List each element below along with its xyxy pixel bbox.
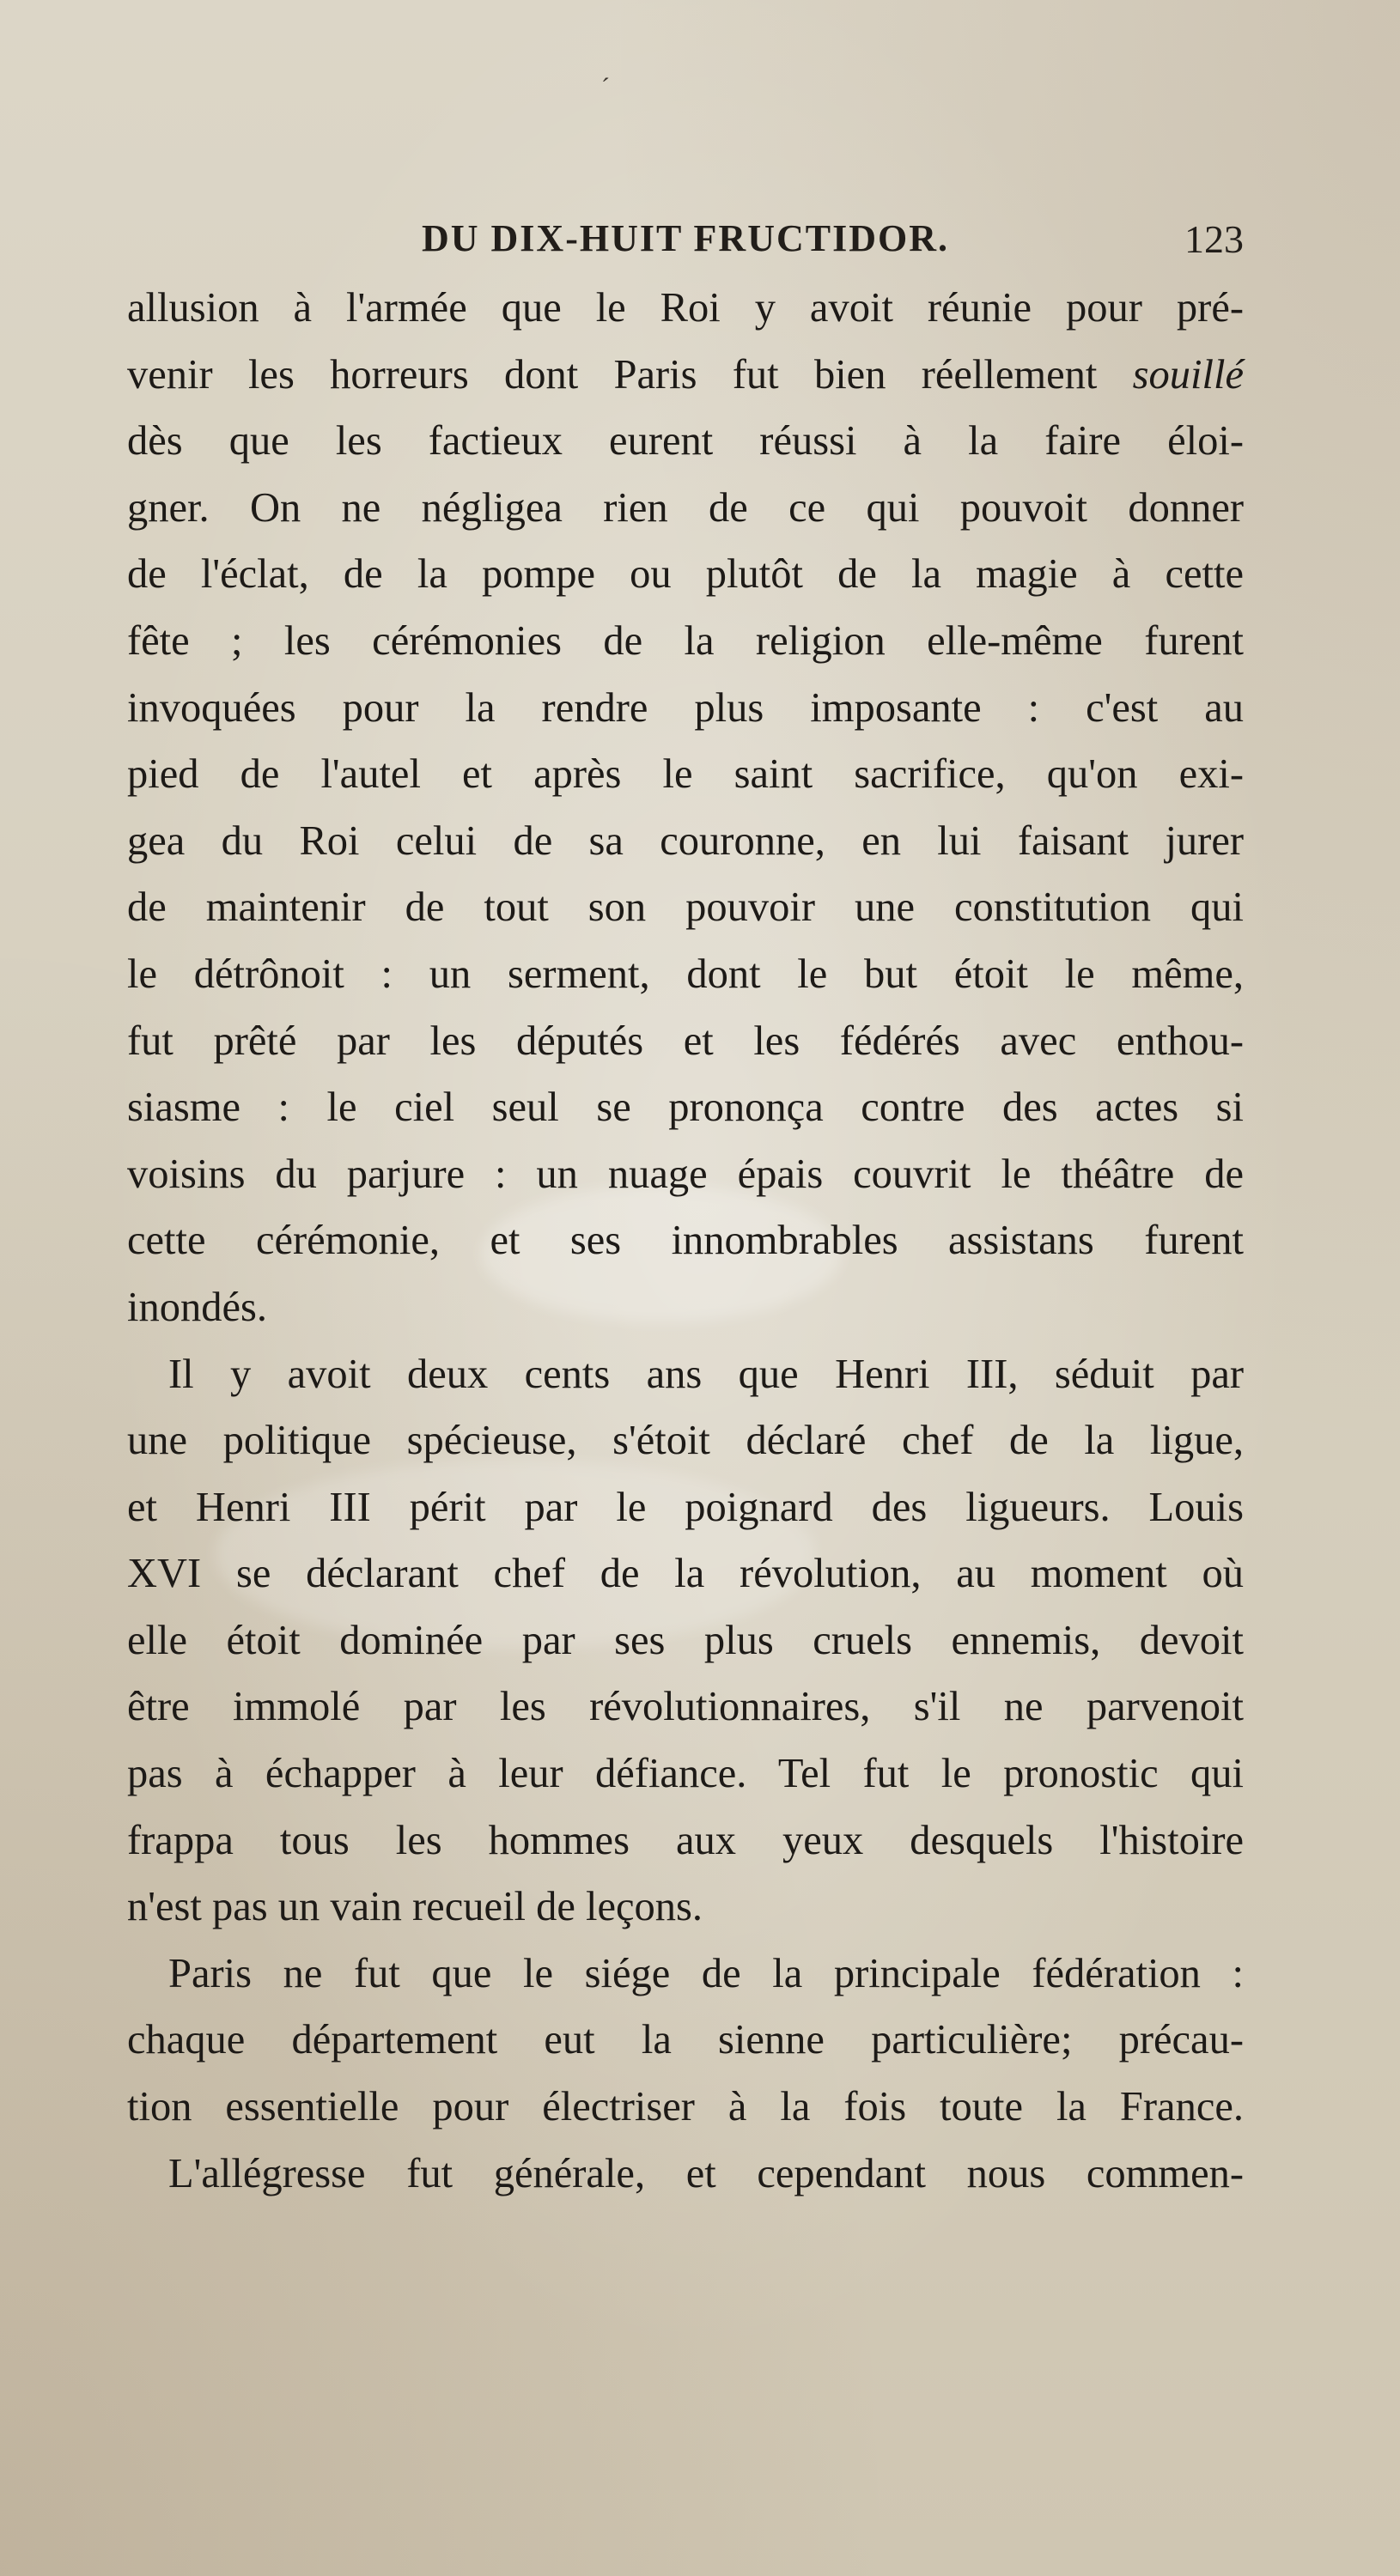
text-line: L'allégresse fut générale, et cependant nous commen- <box>168 2150 1244 2196</box>
paragraph-3 <box>127 1941 1244 2141</box>
text-line: le détrônoit : un serment, dont le but étoit le même, <box>127 951 1244 997</box>
text-line: dès que les factieux eurent réussi à la faire éloi- <box>127 418 1244 465</box>
ink-speck: ˊ <box>601 73 610 101</box>
text-line: fut prêté par les députés et les fédérés avec enthou- <box>127 1018 1244 1064</box>
text-line: inondés. <box>127 1284 268 1330</box>
text-line: tion essentielle pour électriser à la fois toute la France. <box>127 2084 1244 2130</box>
paragraph-1 <box>127 275 1244 1341</box>
text-line: et Henri III périt par le poignard des ligueurs. Louis <box>127 1484 1244 1530</box>
paragraph-4 <box>127 2141 1244 2208</box>
text-line: cette cérémonie, et ses innombrables assistans furent <box>127 1218 1244 1264</box>
text-line: gea du Roi celui de sa couronne, en lui faisant jurer <box>127 817 1244 864</box>
text-line: invoquées pour la rendre plus imposante : c'est au <box>127 684 1244 731</box>
text-line: voisins du parjure : un nuage épais couvrit le théâtre de <box>127 1151 1244 1197</box>
text-line: être immolé par les révolutionnaires, s'il ne parvenoit <box>127 1684 1244 1730</box>
text-line: Paris ne fut que le siége de la principale fédération : <box>168 1950 1244 1996</box>
text-line: chaque département eut la sienne particulière; précau- <box>127 2017 1244 2063</box>
text-line: pas à échapper à leur défiance. Tel fut le pronostic qui <box>127 1751 1244 1797</box>
text-line: de maintenir de tout son pouvoir une constitution qui <box>127 884 1244 931</box>
body-text <box>127 275 1244 2207</box>
text-line: fête ; les cérémonies de la religion elle-même furent <box>127 617 1244 664</box>
page-number: 123 <box>1184 217 1244 261</box>
text-line: de l'éclat, de la pompe ou plutôt de la magie à cette <box>127 551 1244 598</box>
italic-word: souillé <box>1132 351 1244 398</box>
text-line: XVI se déclarant chef de la révolution, au moment où <box>127 1551 1244 1597</box>
text-line: gner. On ne négligea rien de ce qui pouvoit donner <box>127 484 1244 531</box>
text-line: siasme : le ciel seul se prononça contre des actes si <box>127 1084 1244 1131</box>
text-line: n'est pas un vain recueil de leçons. <box>127 1884 703 1930</box>
text-line: venir les horreurs dont Paris fut bien réellement souillé <box>127 351 1244 398</box>
text-line: une politique spécieuse, s'étoit déclaré chef de la ligue, <box>127 1418 1244 1464</box>
text-line: frappa tous les hommes aux yeux desquels l'histoire <box>127 1817 1244 1863</box>
paragraph-2 <box>127 1341 1244 1941</box>
running-header <box>127 216 1244 268</box>
text-line: elle étoit dominée par ses plus cruels ennemis, devoit <box>127 1617 1244 1663</box>
running-title: DU DIX-HUIT FRUCTIDOR. <box>421 217 949 259</box>
text-line: pied de l'autel et après le saint sacrifice, qu'on exi- <box>127 751 1244 798</box>
text-line: allusion à l'armée que le Roi y avoit réunie pour pré- <box>127 285 1244 331</box>
text-line: Il y avoit deux cents ans que Henri III, séduit par <box>168 1351 1244 1397</box>
